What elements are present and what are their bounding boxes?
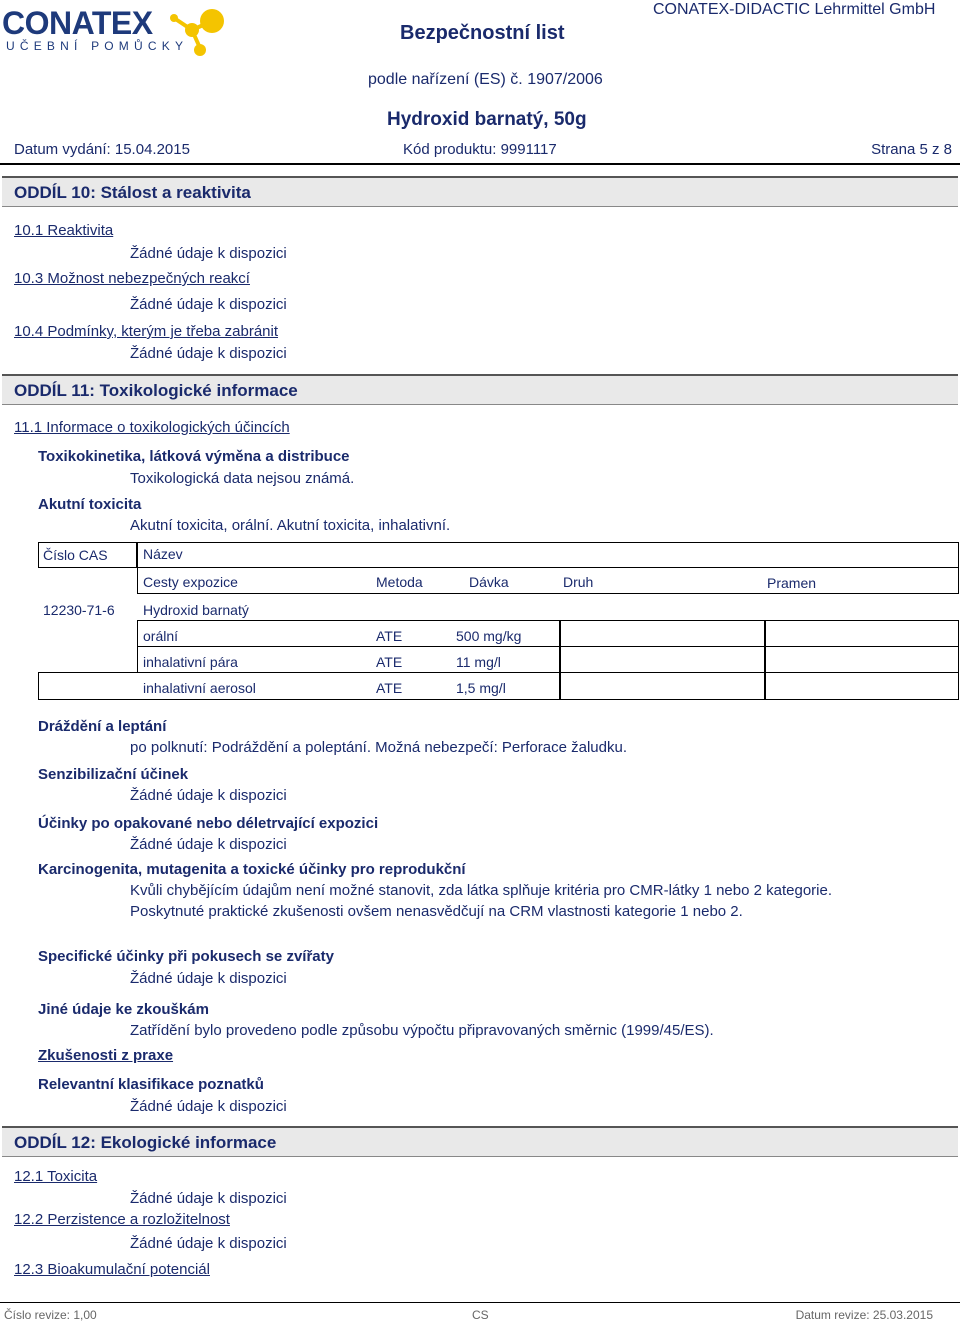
section-11-title: ODDÍL 11: Toxikologické informace <box>14 381 298 400</box>
sensitisation-label: Senzibilizační účinek <box>38 766 189 783</box>
animal-effects-text: Žádné údaje k dispozici <box>130 970 287 987</box>
dose-cell: 500 mg/kg <box>456 628 522 644</box>
subsection-10-3-text: Žádné údaje k dispozici <box>130 296 287 313</box>
route-cell: inhalativní aerosol <box>143 680 256 696</box>
sensitisation-text: Žádné údaje k dispozici <box>130 787 287 804</box>
repeated-exposure-label: Účinky po opakované nebo déletrvající expozici <box>38 815 379 832</box>
subsection-10-1-heading: 10.1 Reaktivita <box>14 222 114 239</box>
molecule-icon <box>152 4 230 60</box>
section-10-title: ODDÍL 10: Stálost a reaktivita <box>14 183 251 202</box>
source-column-header: Pramen <box>767 575 817 591</box>
subsection-12-2-heading: 12.2 Perzistence a rozložitelnost <box>14 1211 230 1228</box>
acute-toxicity-table <box>38 542 959 700</box>
section-10-header <box>2 176 958 207</box>
practical-experience-label: Zkušenosti z praxe <box>38 1047 174 1064</box>
other-tests-text: Zatřídění bylo provedeno podle způsobu výpočtu připravovaných směrnic (1999/45/ES). <box>130 1022 714 1039</box>
section-12-title: ODDÍL 12: Ekologické informace <box>14 1133 277 1152</box>
subsection-10-3-heading: 10.3 Možnost nebezpečných reakcí <box>14 270 250 287</box>
method-cell: ATE <box>376 654 403 670</box>
table-row-species <box>560 646 765 673</box>
route-cell: orální <box>143 628 179 644</box>
subsection-12-3-heading: 12.3 Bioakumulační potenciál <box>14 1261 210 1278</box>
subsection-10-4-text: Žádné údaje k dispozici <box>130 345 287 362</box>
irritation-label: Dráždění a leptání <box>38 718 167 735</box>
carcinogenicity-label: Karcinogenita, mutagenita a toxické účinky pro reprodukční <box>38 861 466 878</box>
method-column-header: Metoda <box>376 574 423 590</box>
regulation-reference: podle nařízení (ES) č. 1907/2006 <box>368 71 603 88</box>
subsection-12-1-heading: 12.1 Toxicita <box>14 1168 98 1185</box>
name-header-cell <box>137 542 959 568</box>
product-name: Hydroxid barnatý, 50g <box>387 109 587 130</box>
subsection-10-1-text: Žádné údaje k dispozici <box>130 245 287 262</box>
table-row-species <box>560 672 765 700</box>
dose-column-header: Dávka <box>469 574 509 590</box>
acute-toxicity-label: Akutní toxicita <box>38 496 142 513</box>
acute-toxicity-text: Akutní toxicita, orální. Akutní toxicita, inhalativní. <box>130 517 451 534</box>
route-header-cell <box>137 567 959 594</box>
toxicokinetics-text: Toxikologická data nejsou známá. <box>130 470 355 487</box>
subsection-12-1-text: Žádné údaje k dispozici <box>130 1190 287 1207</box>
subsection-12-2-text: Žádné údaje k dispozici <box>130 1235 287 1252</box>
relevant-classification-label: Relevantní klasifikace poznatků <box>38 1076 264 1093</box>
repeated-exposure-text: Žádné údaje k dispozici <box>130 836 287 853</box>
language-code: CS <box>472 1308 489 1322</box>
route-cell: inhalativní pára <box>143 654 238 670</box>
company-name: CONATEX-DIDACTIC Lehrmittel GmbH <box>653 1 936 18</box>
footer-divider <box>0 1302 960 1303</box>
dose-cell: 1,5 mg/l <box>456 680 506 696</box>
method-cell: ATE <box>376 680 403 696</box>
irritation-text: po polknutí: Podráždění a poleptání. Možná nebezpečí: Perforace žaludku. <box>130 739 627 756</box>
product-code: Kód produktu: 9991117 <box>403 141 557 158</box>
document-title: Bezpečnostní list <box>400 22 565 44</box>
header-info-row <box>14 141 952 161</box>
logo-tagline: UČEBNÍ POMŮCKY <box>6 39 189 53</box>
header-divider <box>0 163 960 165</box>
relevant-classification-text: Žádné údaje k dispozici <box>130 1098 287 1115</box>
species-column-header: Druh <box>563 574 594 590</box>
section-11-header <box>2 374 958 405</box>
table-row-species <box>560 620 765 647</box>
revision-date: Datum revize: 25.03.2015 <box>795 1308 933 1322</box>
table-row-source <box>765 646 959 673</box>
issue-date: Datum vydání: 15.04.2015 <box>14 141 190 158</box>
subsection-11-1-heading: 11.1 Informace o toxikologických účincích <box>14 419 290 436</box>
toxicokinetics-label: Toxikokinetika, látková výměna a distribuce <box>38 448 350 465</box>
cas-number: 12230-71-6 <box>43 602 115 618</box>
section-12-header <box>2 1126 958 1157</box>
animal-effects-label: Specifické účinky při pokusech se zvířaty <box>38 948 334 965</box>
carcinogenicity-text: Kvůli chybějícím údajům není možné stanovit, zda látka splňuje kritéria pro CMR-látky 1 nebo 2 kategorie. Poskytnuté praktické zkušenosti ovšem nenasvědčují na CRM vlastnosti kategorie 1 nebo 2. <box>130 882 833 920</box>
route-column-header: Cesty expozice <box>143 574 238 590</box>
page-number: Strana 5 z 8 <box>871 141 952 158</box>
method-cell: ATE <box>376 628 403 644</box>
other-tests-label: Jiné údaje ke zkouškám <box>38 1001 209 1018</box>
substance-name: Hydroxid barnatý <box>143 602 249 618</box>
dose-cell: 11 mg/l <box>456 654 501 670</box>
company-logo <box>2 4 227 60</box>
cas-column-header: Číslo CAS <box>43 547 108 563</box>
name-column-header: Název <box>143 546 183 562</box>
subsection-10-4-heading: 10.4 Podmínky, kterým je třeba zabránit <box>14 323 279 340</box>
table-row-source <box>765 620 959 647</box>
revision-number: Číslo revize: 1,00 <box>4 1308 97 1322</box>
table-row-source <box>765 672 959 700</box>
logo-wordmark: CONATEX <box>2 5 153 41</box>
